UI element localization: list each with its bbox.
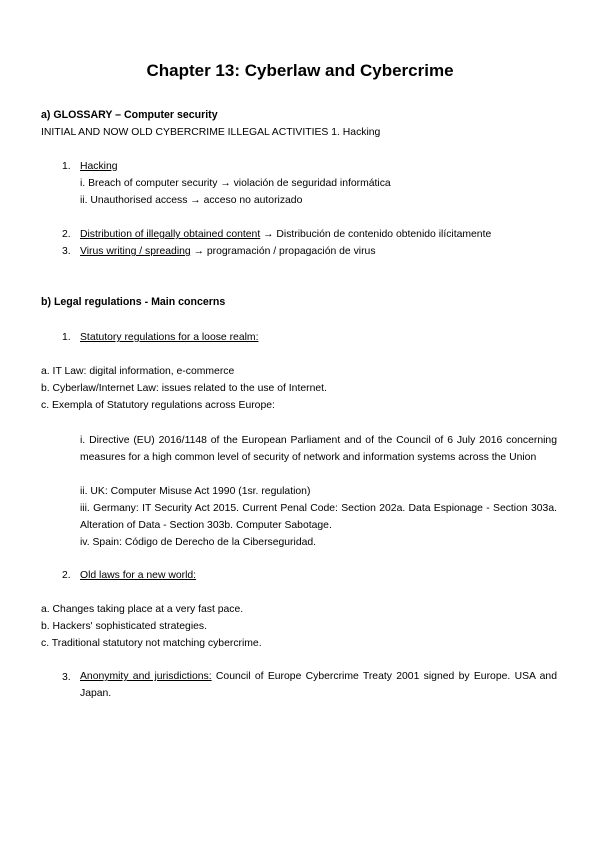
list-item-text: → Distribución de contenido obtenido ilícitamente	[260, 229, 492, 240]
directive-paragraph: i. Directive (EU) 2016/1148 of the European Parliament and of the Council of 6 July 2016 concerning measures for a high common level of security of network and information systems across the Union	[80, 435, 557, 463]
list-number: 3.	[62, 672, 71, 683]
section-a-heading: a) GLOSSARY – Computer security	[41, 109, 218, 121]
list-subitem: i. Breach of computer security → violación de seguridad informática	[80, 178, 391, 189]
list-item-statutory: Statutory regulations for a loose realm:	[80, 332, 259, 343]
list-number: 2.	[62, 229, 71, 240]
list-number: 1.	[62, 161, 71, 172]
list-subitem: iv. Spain: Código de Derecho de la Ciberseguridad.	[80, 537, 317, 548]
list-item-old-laws: Old laws for a new world:	[80, 570, 197, 581]
list-number: 1.	[62, 332, 71, 343]
germany-paragraph: iii. Germany: IT Security Act 2015. Current Penal Code: Section 202a. Data Espionage - Section 303a. Alteration of Data - Section 303b. Computer Sabotage.	[80, 503, 557, 531]
page-title: Chapter 13: Cyberlaw and Cybercrime	[146, 61, 454, 80]
list-subitem: b. Cyberlaw/Internet Law: issues related to the use of Internet.	[41, 383, 327, 394]
list-subitem: c. Exempla of Statutory regulations across Europe:	[41, 400, 275, 411]
list-subitem: c. Traditional statutory not matching cybercrime.	[41, 638, 262, 649]
list-subitem: b. Hackers' sophisticated strategies.	[41, 621, 208, 632]
list-subitem: ii. UK: Computer Misuse Act 1990 (1sr. regulation)	[80, 486, 311, 497]
list-item-label: Anonymity and jurisdictions:	[80, 671, 212, 682]
list-item-label: Distribution of illegally obtained content	[80, 229, 261, 240]
list-item-label: Virus writing / spreading	[80, 246, 191, 257]
list-subitem: a. Changes taking place at a very fast pace.	[41, 604, 244, 615]
section-a-intro: INITIAL AND NOW OLD CYBERCRIME ILLEGAL ACTIVITIES 1. Hacking	[41, 127, 381, 138]
list-number: 2.	[62, 570, 71, 581]
list-item-hacking: Hacking	[80, 161, 118, 172]
section-b-heading: b) Legal regulations - Main concerns	[41, 296, 226, 308]
list-item-text: Council of Europe Cybercrime Treaty 2001 signed by Europe. USA and Japan.	[80, 671, 557, 699]
list-item-anonymity	[80, 668, 557, 702]
list-item-text: → programación / propagación de virus	[190, 246, 376, 257]
list-item-distribution	[80, 228, 491, 241]
list-number: 3.	[62, 246, 71, 257]
list-item-virus	[80, 245, 376, 258]
list-subitem: a. IT Law: digital information, e-commerce	[41, 366, 235, 377]
list-subitem: ii. Unauthorised access → acceso no autorizado	[80, 195, 303, 206]
